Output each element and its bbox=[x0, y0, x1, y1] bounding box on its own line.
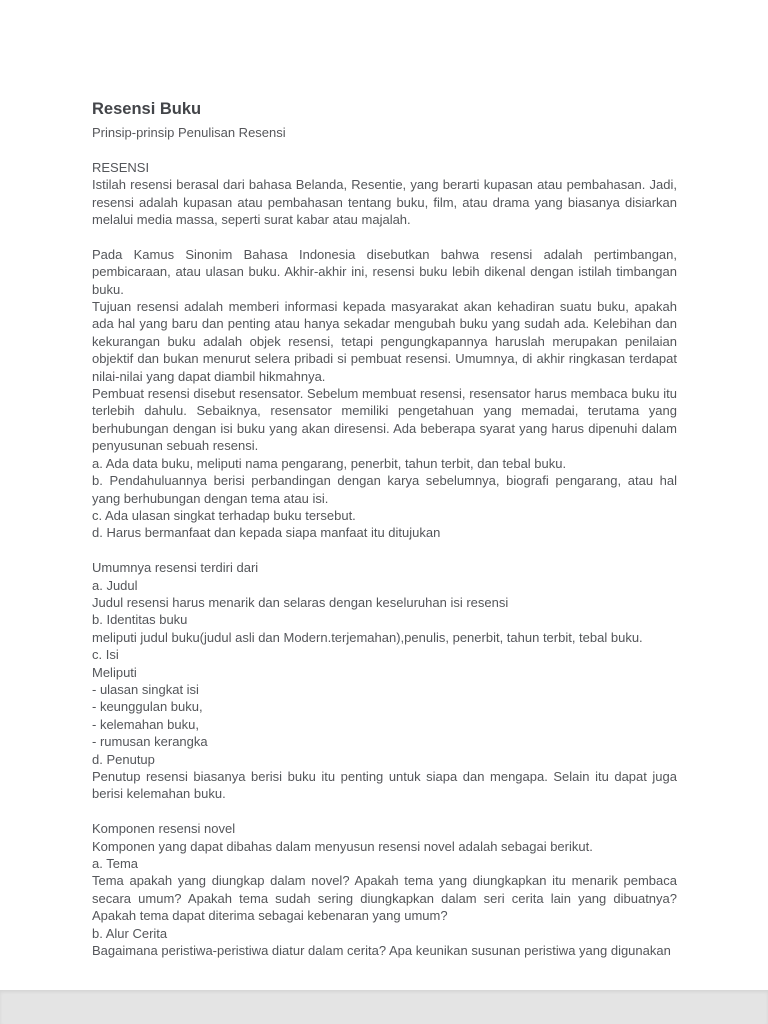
document-body bbox=[92, 141, 677, 959]
text-block: Bagaimana peristiwa-peristiwa diatur dalam cerita? Apa keunikan susunan peristiwa yang digunakan bbox=[92, 943, 671, 959]
text-block: Meliputi bbox=[92, 664, 137, 680]
text-block: Komponen resensi novel bbox=[92, 821, 236, 837]
text-block: meliputi judul buku(judul asli dan Modern.terjemahan),penulis, penerbit, tahun terbit, tebal buku. bbox=[92, 629, 643, 645]
text-block: Pembuat resensi disebut resensator. Sebelum membuat resensi, resensator harus membaca buku itu terlebih dahulu. Sebaiknya, resensator memiliki pengetahuan yang memadai, terutama yang berhubungan dengan isi buku yang akan diresensi. Ada beberapa syarat yang harus dipenuhi dalam penyusunan sebuah resensi. bbox=[92, 386, 677, 454]
text-block: Tujuan resensi adalah memberi informasi kepada masyarakat akan kehadiran suatu buku, apakah ada hal yang baru dan penting atau hanya sekadar mengubah buku yang sudah ada. Kelebihan dan kekurangan buku adalah objek resensi, tetapi pengungkapannya haruslah merupakan penilaian objektif dan bukan menurut selera pribadi si pembuat resensi. Umumnya, di akhir ringkasan terdapat nilai-nilai yang dapat diambil hikmahnya. bbox=[92, 299, 677, 384]
text-block: - kelemahan buku, bbox=[92, 716, 199, 732]
spacer bbox=[92, 228, 677, 245]
text-block: c. Ada ulasan singkat terhadap buku tersebut. bbox=[92, 507, 356, 523]
page-bottom-margin bbox=[0, 990, 768, 1024]
text-block: a. Ada data buku, meliputi nama pengarang, penerbit, tahun terbit, dan tebal buku. bbox=[92, 455, 567, 471]
text-block: d. Harus bermanfaat dan kepada siapa manfaat itu ditujukan bbox=[92, 525, 441, 541]
text-block: b. Pendahuluannya berisi perbandingan dengan karya sebelumnya, biografi pengarang, atau hal yang berhubungan dengan tema atau isi. bbox=[92, 473, 677, 506]
spacer bbox=[92, 803, 677, 820]
text-block: Penutup resensi biasanya berisi buku itu penting untuk siapa dan mengapa. Selain itu dapat juga berisi kelemahan buku. bbox=[92, 768, 677, 802]
text-block: a. Judul bbox=[92, 577, 138, 593]
text-block: b. Identitas buku bbox=[92, 612, 188, 628]
text-block: RESENSI bbox=[92, 159, 150, 175]
text-block: Komponen yang dapat dibahas dalam menyusun resensi novel adalah sebagai berikut. bbox=[92, 838, 593, 854]
text-block: Pada Kamus Sinonim Bahasa Indonesia disebutkan bahwa resensi adalah pertimbangan, pembicaraan, atau ulasan buku. Akhir-akhir ini, resensi buku lebih dikenal dengan istilah timbangan buku. bbox=[92, 246, 677, 297]
text-block: Umumnya resensi terdiri dari bbox=[92, 560, 259, 576]
text-block: - rumusan kerangka bbox=[92, 734, 208, 750]
text-block: - ulasan singkat isi bbox=[92, 681, 199, 697]
text-block: Istilah resensi berasal dari bahasa Belanda, Resentie, yang berarti kupasan atau pembahasan. Jadi, resensi adalah kupasan atau pembahasan tentang buku, film, atau drama yang biasanya disiarkan melalui media massa, seperti surat kabar atau majalah. bbox=[92, 177, 677, 228]
text-block: a. Tema bbox=[92, 856, 139, 871]
text-block: c. Isi bbox=[92, 647, 119, 663]
text-block: - keunggulan buku, bbox=[92, 699, 203, 715]
text-block: Tema apakah yang diungkap dalam novel? Apakah tema yang diungkapkan itu menarik pembaca secara umum? Apakah tema sudah sering diungkapkan dalam seri cerita lain yang dibuatnya? Apakah tema dapat diterima sebagai kebenaran yang umum? bbox=[92, 873, 677, 924]
document-subtitle: Prinsip-prinsip Penulisan Resensi bbox=[92, 125, 286, 140]
text-block: d. Penutup bbox=[92, 751, 155, 767]
spacer bbox=[92, 141, 677, 158]
text-block: b. Alur Cerita bbox=[92, 925, 168, 941]
document-title: Resensi Buku bbox=[92, 100, 202, 118]
document-content bbox=[92, 100, 677, 959]
spacer bbox=[92, 542, 677, 559]
text-block: Judul resensi harus menarik dan selaras dengan keseluruhan isi resensi bbox=[92, 594, 509, 610]
